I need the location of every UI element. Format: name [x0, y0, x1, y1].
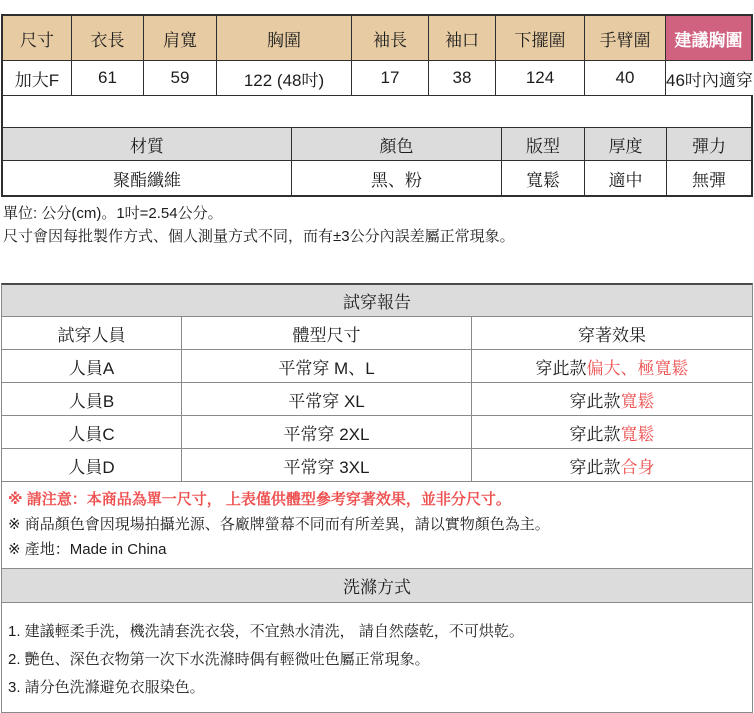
- fitting-size: 平常穿 XL: [182, 383, 472, 415]
- spec-header-row: [3, 128, 751, 161]
- effect-highlight: 寬鬆: [620, 424, 655, 444]
- spec-value-thickness: 適中: [585, 161, 667, 195]
- effect-prefix: 穿此款: [569, 424, 621, 444]
- fitting-person: 人員A: [2, 350, 182, 382]
- size-header-row: [3, 16, 751, 61]
- fitting-row-b: [2, 383, 752, 416]
- size-header-size: 尺寸: [3, 16, 72, 61]
- size-value-recommended-bust: 46吋內適穿: [666, 61, 753, 96]
- fitting-row-c: [2, 416, 752, 449]
- spec-header-stretch: 彈力: [667, 128, 751, 161]
- fitting-effect: [472, 383, 752, 415]
- spec-header-fit: 版型: [502, 128, 585, 161]
- color-difference-note: ※ 商品顏色會因現場拍攝光源、各廠牌螢幕不同而有所差異，請以實物顏色為主。: [8, 516, 550, 533]
- effect-highlight: 合身: [620, 457, 655, 477]
- spec-value-fit: 寬鬆: [502, 161, 585, 195]
- fitting-person: 人員B: [2, 383, 182, 415]
- wash-step-2: 2. 艷色、深色衣物第一次下水洗滌時偶有輕微吐色屬正常現象。: [8, 651, 430, 668]
- wash-instructions-title: 洗滌方式: [2, 569, 752, 603]
- size-header-cuff: 袖口: [429, 16, 496, 61]
- fitting-size: 平常穿 M、L: [182, 350, 472, 382]
- wash-step-3: 3. 請分色洗滌避免衣服染色。: [8, 679, 205, 696]
- spec-value-material: 聚酯纖維: [3, 161, 292, 195]
- wash-step-1: 1. 建議輕柔手洗，機洗請套洗衣袋，不宜熱水清洗， 請自然蔭乾，不可烘乾。: [8, 623, 524, 640]
- size-chart-table: [1, 14, 753, 197]
- unit-notes: [3, 202, 753, 248]
- fitting-person: 人員C: [2, 416, 182, 448]
- fitting-effect: [472, 416, 752, 448]
- size-value-arm: 40: [585, 61, 666, 96]
- fitting-size: 平常穿 2XL: [182, 416, 472, 448]
- fitting-size: 平常穿 3XL: [182, 449, 472, 481]
- spec-header-color: 顏色: [292, 128, 502, 161]
- fitting-header-person: 試穿人員: [2, 317, 182, 349]
- fitting-effect: [472, 350, 752, 382]
- fitting-row-a: [2, 350, 752, 383]
- size-value-row: [3, 61, 751, 96]
- product-notes: [2, 482, 752, 569]
- size-value-hem: 124: [496, 61, 585, 96]
- size-header-hem: 下擺圍: [496, 16, 585, 61]
- size-value-cuff: 38: [429, 61, 496, 96]
- size-value-length: 61: [72, 61, 144, 96]
- effect-highlight: 偏大、極寬鬆: [586, 358, 689, 378]
- table-spacer-row: [3, 96, 751, 128]
- fitting-header-size: 體型尺寸: [182, 317, 472, 349]
- size-value-size: 加大F: [3, 61, 72, 96]
- fitting-person: 人員D: [2, 449, 182, 481]
- single-size-warning: ※ 請注意：本商品為單一尺寸， 上表僅供體型參考穿著效果，並非分尺寸。: [8, 491, 511, 508]
- fitting-report-title: 試穿報告: [2, 285, 752, 317]
- size-value-bust: 122 (48吋): [217, 61, 352, 96]
- effect-highlight: 寬鬆: [620, 391, 655, 411]
- effect-prefix: 穿此款: [569, 391, 621, 411]
- spec-value-stretch: 無彈: [667, 161, 751, 195]
- size-header-bust: 胸圍: [217, 16, 352, 61]
- size-value-sleeve: 17: [352, 61, 429, 96]
- spec-header-material: 材質: [3, 128, 292, 161]
- size-value-shoulder: 59: [144, 61, 217, 96]
- spec-value-row: [3, 161, 751, 195]
- size-header-sleeve: 袖長: [352, 16, 429, 61]
- fitting-header-effect: 穿著效果: [578, 325, 646, 345]
- unit-note-line: 單位: 公分(cm)。1吋=2.54公分。: [3, 205, 223, 222]
- origin-note: ※ 產地：Made in China: [8, 541, 167, 558]
- fitting-effect: [472, 449, 752, 481]
- fitting-report-table: [1, 283, 753, 713]
- effect-prefix: 穿此款: [535, 358, 587, 378]
- tolerance-note-line: 尺寸會因每批製作方式、個人測量方式不同，而有±3公分內誤差屬正常現象。: [3, 228, 515, 245]
- fitting-row-d: [2, 449, 752, 482]
- size-header-length: 衣長: [72, 16, 144, 61]
- size-header-recommended-bust: 建議胸圍: [666, 16, 751, 61]
- spec-value-color: 黑、粉: [292, 161, 502, 195]
- effect-prefix: 穿此款: [569, 457, 621, 477]
- fitting-header-row: [2, 317, 752, 350]
- size-header-shoulder: 肩寬: [144, 16, 217, 61]
- size-header-arm: 手臂圍: [585, 16, 666, 61]
- spec-header-thickness: 厚度: [585, 128, 667, 161]
